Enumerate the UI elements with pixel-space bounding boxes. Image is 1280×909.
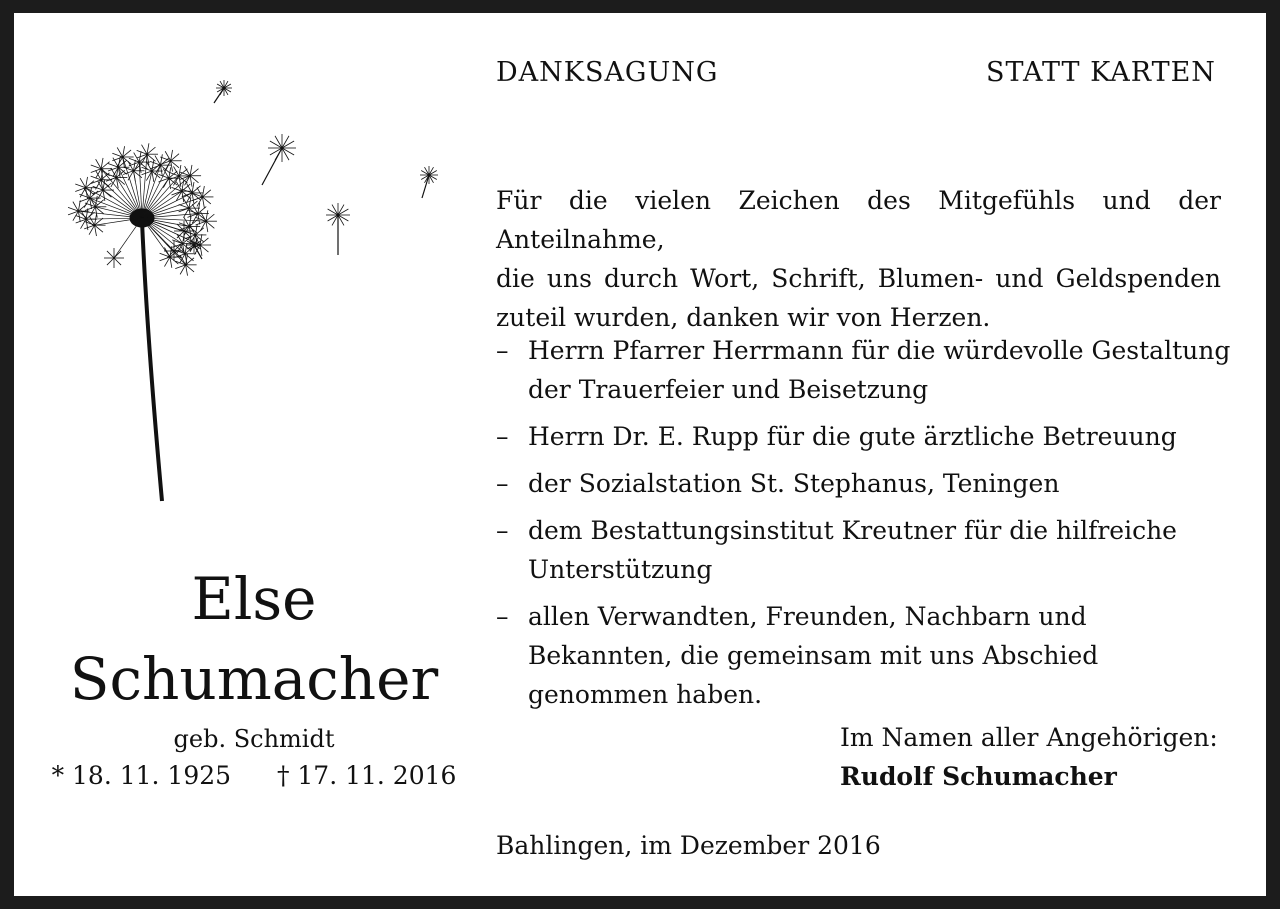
deceased-first-name: Else	[191, 565, 317, 633]
birth-date: * 18. 11. 1925	[51, 761, 232, 790]
list-item	[496, 417, 1236, 456]
list-item	[496, 331, 1236, 409]
header-right: STATT KARTEN	[986, 57, 1216, 88]
death-date: † 17. 11. 2016	[276, 761, 457, 790]
maiden-name: geb. Schmidt	[173, 725, 335, 753]
list-dash: –	[496, 422, 509, 451]
list-item	[496, 597, 1236, 714]
signature-block	[840, 718, 1218, 796]
list-item	[496, 464, 1236, 503]
deceased-last-name: Schumacher	[69, 645, 439, 713]
intro-paragraph	[496, 181, 1221, 337]
list-dash: –	[496, 516, 509, 545]
life-dates	[44, 761, 464, 790]
list-item-text: Herrn Pfarrer Herrmann für die würdevolle Gestaltung der Trauerfeier und Beisetzung	[528, 336, 1231, 404]
place-date: Bahlingen, im Dezember 2016	[496, 831, 881, 860]
signature-name: Rudolf Schumacher	[840, 762, 1117, 791]
list-item	[496, 511, 1236, 589]
intro-line: die uns durch Wort, Schrift, Blumen- und Geldspenden	[496, 264, 1221, 293]
deceased-block	[44, 559, 464, 790]
list-dash: –	[496, 602, 509, 631]
list-dash: –	[496, 469, 509, 498]
thanks-list	[496, 331, 1236, 722]
intro-line: Für die vielen Zeichen des Mitgefühls und der Anteilnahme,	[496, 186, 1221, 254]
list-item-text: dem Bestattungsinstitut Kreutner für die hilfreiche Unterstützung	[528, 516, 1177, 584]
intro-line: zuteil wurden, danken wir von Herzen.	[496, 303, 991, 332]
list-item-text: Herrn Dr. E. Rupp für die gute ärztliche Betreuung	[528, 422, 1177, 451]
header-left: DANKSAGUNG	[496, 57, 719, 88]
dandelion-icon	[54, 53, 454, 513]
signature-line: Im Namen aller Angehörigen:	[840, 723, 1218, 752]
list-item-text: der Sozialstation St. Stephanus, Teningen	[528, 469, 1060, 498]
obituary-card	[14, 13, 1266, 896]
list-dash: –	[496, 336, 509, 365]
list-item-text: allen Verwandten, Freunden, Nachbarn und Bekannten, die gemeinsam mit uns Abschied genommen haben.	[528, 602, 1099, 709]
